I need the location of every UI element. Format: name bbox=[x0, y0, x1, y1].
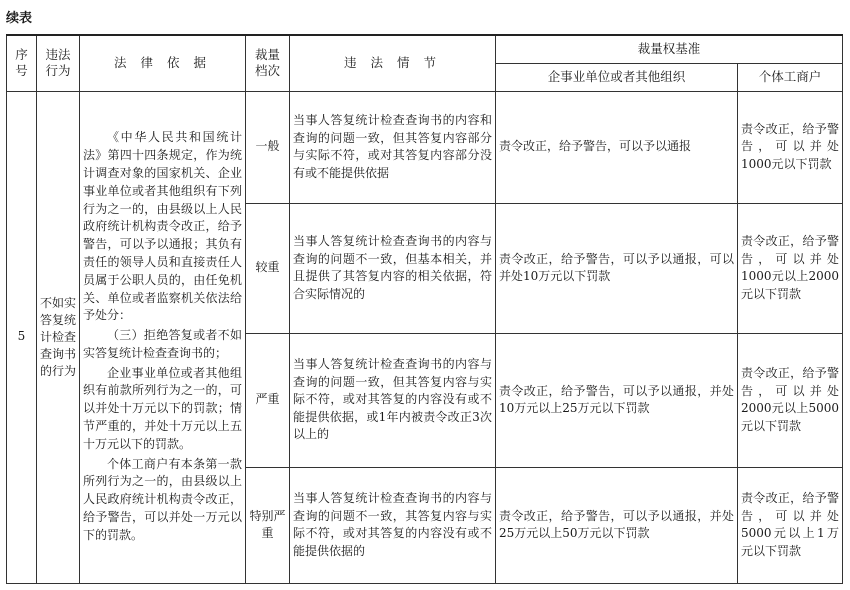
basis-paragraph: 《中华人民共和国统计法》第四十四条规定，作为统计调查对象的国家机关、企业事业单位或者其他组织有下列行为之一的，由县级以上人民政府统计机构责令改正，给予警告，可以予以通报；其负有责任的领导人员和直接责任人员属于公职人员的，由任免机关、单位或者监察机关依法给予处分： bbox=[83, 130, 242, 323]
level-cell: 特别严重 bbox=[246, 467, 290, 583]
row-act: 不如实答复统计检查查询书的行为 bbox=[37, 91, 80, 583]
basis-paragraph: 个体工商户有本条第一款所列行为之一的，由县级以上人民政府统计机构责令改正，给予警告，可以并处一万元以下的罚款。 bbox=[83, 456, 242, 542]
header-act: 违法行为 bbox=[37, 35, 80, 91]
table-caption: 续表 bbox=[6, 11, 33, 26]
individual-penalty-cell: 责令改正，给予警告，可以并处2000元以上5000元以下罚款 bbox=[738, 333, 843, 467]
individual-penalty-cell: 责令改正，给予警告，可以并处1000元以上2000元以下罚款 bbox=[738, 203, 843, 333]
basis-paragraph: 企业事业单位或者其他组织有前款所列行为之一的，可以并处十万元以下的罚款；情节严重的，并处十万元以上五十万元以下的罚款。 bbox=[83, 365, 242, 451]
basis-paragraph: （三）拒绝答复或者不如实答复统计检查查询书的； bbox=[83, 328, 242, 360]
org-penalty-cell: 责令改正，给予警告，可以予以通报，并处10万元以上25万元以下罚款 bbox=[496, 333, 738, 467]
circumstance-cell: 当事人答复统计检查查询书的内容和查询的问题一致，但其答复内容部分与实际不符，或对其答复内容部分没有或不能提供依据 bbox=[290, 91, 496, 203]
header-org: 企事业单位或者其他组织 bbox=[496, 63, 738, 91]
individual-penalty-cell: 责令改正，给予警告，可以并处1000元以下罚款 bbox=[738, 91, 843, 203]
header-circumstance: 违 法 情 节 bbox=[290, 35, 496, 91]
header-seq: 序号 bbox=[7, 35, 37, 91]
circumstance-cell: 当事人答复统计检查查询书的内容与查询的问题一致，但其答复内容与实际不符，或对其答复的内容没有或不能提供依据，或1年内被责令改正3次以上的 bbox=[290, 333, 496, 467]
header-individual: 个体工商户 bbox=[738, 63, 843, 91]
table-row bbox=[7, 91, 843, 203]
org-penalty-cell: 责令改正，给予警告，可以予以通报，可以并处10万元以下罚款 bbox=[496, 203, 738, 333]
org-penalty-cell: 责令改正，给予警告，可以予以通报 bbox=[496, 91, 738, 203]
level-cell: 较重 bbox=[246, 203, 290, 333]
level-cell: 严重 bbox=[246, 333, 290, 467]
legal-basis bbox=[80, 91, 246, 583]
penalty-benchmark-table bbox=[6, 34, 843, 584]
org-penalty-cell: 责令改正，给予警告，可以予以通报，并处25万元以上50万元以下罚款 bbox=[496, 467, 738, 583]
header-benchmark: 裁量权基准 bbox=[496, 35, 843, 63]
header-basis: 法 律 依 据 bbox=[80, 35, 246, 91]
circumstance-cell: 当事人答复统计检查查询书的内容与查询的问题不一致，但基本相关，并且提供了其答复内容的相关依据，符合实际情况的 bbox=[290, 203, 496, 333]
circumstance-cell: 当事人答复统计检查查询书的内容与查询的问题不一致，其答复内容与实际不符，或对其答复的内容没有或不能提供依据的 bbox=[290, 467, 496, 583]
header-level: 裁量档次 bbox=[246, 35, 290, 91]
level-cell: 一般 bbox=[246, 91, 290, 203]
individual-penalty-cell: 责令改正，给予警告，可以并处5000元以上1万元以下罚款 bbox=[738, 467, 843, 583]
row-seq: 5 bbox=[7, 91, 37, 583]
